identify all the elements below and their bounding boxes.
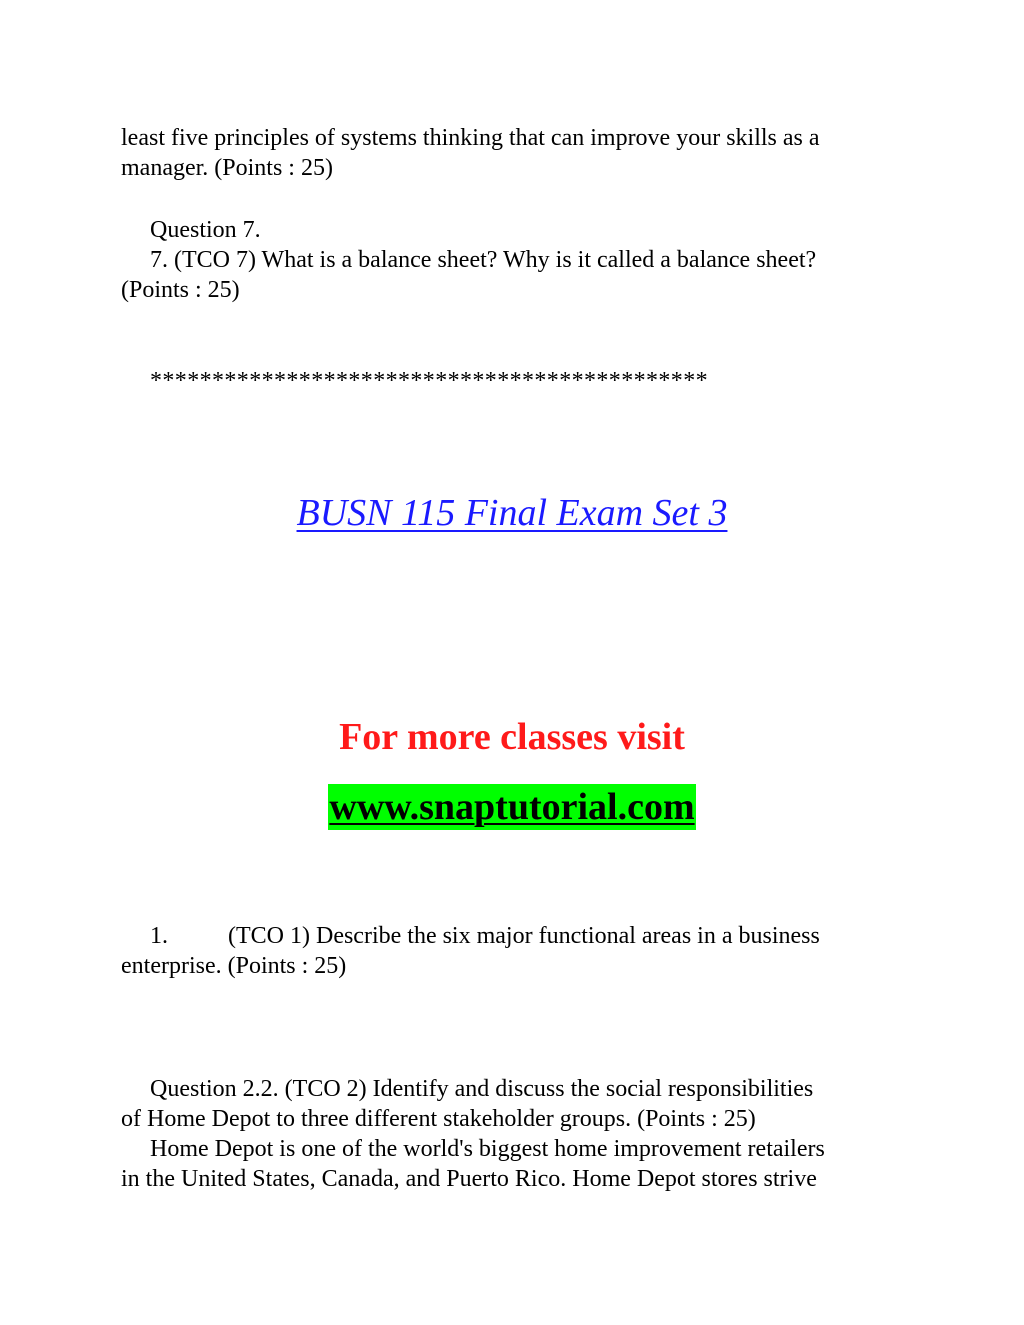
answer-text: Home Depot is one of the world's biggest home improvement retailers: [150, 1136, 825, 1162]
question-1-points: enterprise. (Points : 25): [121, 953, 347, 979]
site-link-container: [0, 784, 1024, 830]
question-2-text: Question 2.2. (TCO 2) Identify and discuss the social responsibilities: [150, 1076, 814, 1102]
paragraph-line: manager. (Points : 25): [121, 155, 333, 181]
question-1-text: (TCO 1) Describe the six major functional areas in a business: [228, 923, 820, 949]
question-1-line: [150, 921, 820, 951]
answer-text: in the United States, Canada, and Puerto Rico. Home Depot stores strive: [121, 1166, 817, 1192]
separator: *********************************************: [150, 368, 708, 394]
exam-title-link[interactable]: BUSN 115 Final Exam Set 3: [296, 492, 728, 534]
question-7-points: (Points : 25): [121, 277, 240, 303]
question-1-number: 1.: [150, 923, 168, 949]
promo-text: For more classes visit: [339, 716, 685, 758]
paragraph-line: least five principles of systems thinking that can improve your skills as a: [121, 125, 820, 151]
site-link[interactable]: www.snaptutorial.com: [329, 786, 695, 828]
question-7-heading: Question 7.: [150, 217, 261, 243]
question-7-text: 7. (TCO 7) What is a balance sheet? Why is it called a balance sheet?: [150, 247, 817, 273]
question-2-text: of Home Depot to three different stakeholder groups. (Points : 25): [121, 1106, 756, 1132]
